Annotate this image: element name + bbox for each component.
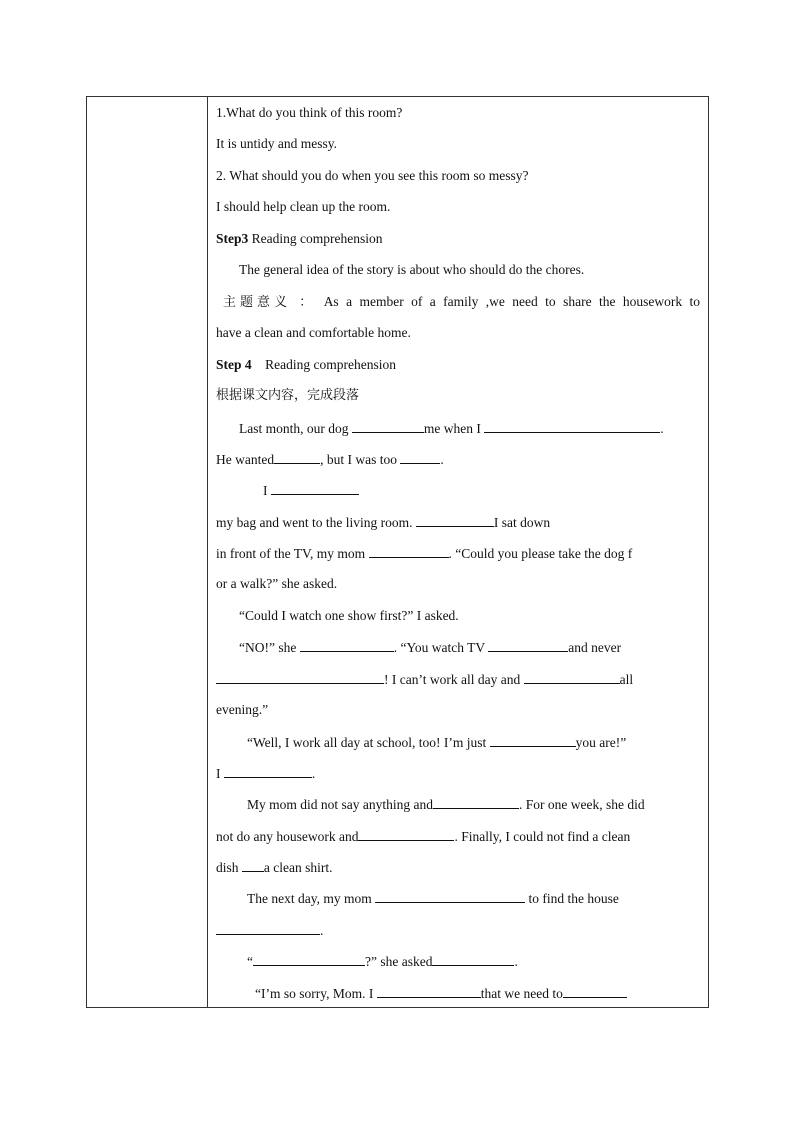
step3-label: Step3 xyxy=(216,231,249,246)
passage-line-9 xyxy=(216,670,700,689)
fill-blank[interactable] xyxy=(274,450,320,464)
passage-text: . xyxy=(660,421,664,436)
passage-text: not do any housework and xyxy=(216,829,359,844)
passage-text: you are!” xyxy=(575,735,627,750)
general-idea: The general idea of the story is about who should do the chores. xyxy=(239,262,585,277)
passage-text: my bag and went to the living room. xyxy=(216,515,416,530)
passage-text: ! I can’t work all day and xyxy=(384,672,524,687)
passage-line-1 xyxy=(239,419,700,438)
step3-text: Reading comprehension xyxy=(248,231,383,246)
passage-line-13 xyxy=(247,795,700,814)
passage-line-6: or a walk?” she asked. xyxy=(216,576,338,591)
fill-blank[interactable] xyxy=(484,419,660,433)
answer-1: It is untidy and messy. xyxy=(216,136,337,151)
passage-text: . For one week, she did xyxy=(519,797,645,812)
passage-line-19 xyxy=(255,984,700,1003)
step4-label: Step 4 xyxy=(216,357,252,372)
passage-text: a clean shirt. xyxy=(263,860,333,875)
fill-blank[interactable] xyxy=(432,952,514,966)
passage-text: to find the house xyxy=(525,891,619,906)
passage-text: . xyxy=(514,954,518,969)
theme-text: As a member of a family ,we need to share the housework to xyxy=(323,294,700,309)
passage-line-2 xyxy=(216,450,700,469)
passage-text: all xyxy=(619,672,634,687)
left-column-cell xyxy=(87,97,208,1007)
fill-blank[interactable] xyxy=(352,419,424,433)
passage-line-12 xyxy=(216,764,700,783)
content-cell xyxy=(209,97,708,1007)
question-2: 2. What should you do when you see this room so messy? xyxy=(216,168,529,183)
instruction-text: 根据课文内容，完成段落 xyxy=(216,388,360,403)
passage-text: me when I xyxy=(423,421,485,436)
passage-text: ?” she asked xyxy=(365,954,433,969)
passage-line-17 xyxy=(216,921,700,940)
passage-text: He wanted xyxy=(216,452,275,467)
fill-blank[interactable] xyxy=(358,827,454,841)
fill-blank[interactable] xyxy=(300,638,394,652)
fill-blank[interactable] xyxy=(242,858,264,872)
fill-blank[interactable] xyxy=(375,889,525,903)
fill-blank[interactable] xyxy=(224,764,312,778)
step4-text: Reading comprehension xyxy=(265,357,396,372)
passage-text: Last month, our dog xyxy=(239,421,352,436)
passage-text: “Well, I work all day at school, too! I’m just xyxy=(247,735,490,750)
question-1: 1.What do you think of this room? xyxy=(216,105,403,120)
passage-text: “NO!” she xyxy=(239,640,300,655)
fill-blank[interactable] xyxy=(377,984,481,998)
fill-blank[interactable] xyxy=(433,795,519,809)
fill-blank[interactable] xyxy=(216,670,384,684)
passage-text: in front of the TV, my mom xyxy=(216,546,369,561)
worksheet-table xyxy=(86,96,709,1008)
passage-text: I sat down xyxy=(493,515,551,530)
passage-text: . xyxy=(440,452,444,467)
theme-label: 主题意义 ： xyxy=(223,295,317,310)
passage-line-7: “Could I watch one show first?” I asked. xyxy=(239,608,459,623)
passage-text: “I’m so sorry, Mom. I xyxy=(255,986,377,1001)
passage-text: My mom did not say anything and xyxy=(247,797,433,812)
passage-line-16 xyxy=(247,889,700,908)
passage-line-10: evening.” xyxy=(216,702,269,717)
passage-text: . “Could you please take the dog f xyxy=(448,546,633,561)
fill-blank[interactable] xyxy=(563,984,627,998)
passage-line-14 xyxy=(216,827,700,846)
passage-text: The next day, my mom xyxy=(247,891,376,906)
passage-line-3 xyxy=(263,481,700,500)
fill-blank[interactable] xyxy=(369,544,449,558)
passage-line-15 xyxy=(216,858,700,877)
passage-text: I xyxy=(263,483,271,498)
fill-blank[interactable] xyxy=(490,733,576,747)
theme-line xyxy=(223,293,700,312)
passage-line-8 xyxy=(239,638,700,657)
passage-text: and never xyxy=(568,640,622,655)
passage-text: I xyxy=(216,766,224,781)
passage-text: that we need to xyxy=(480,986,563,1001)
fill-blank[interactable] xyxy=(271,481,359,495)
passage-line-5 xyxy=(216,544,700,563)
passage-text: “ xyxy=(247,954,253,969)
step4-heading xyxy=(216,356,700,374)
passage-text: . Finally, I could not find a clean xyxy=(454,829,631,844)
answer-2: I should help clean up the room. xyxy=(216,199,391,214)
passage-text: . xyxy=(311,766,316,781)
fill-blank[interactable] xyxy=(253,952,365,966)
passage-line-11 xyxy=(247,733,700,752)
fill-blank[interactable] xyxy=(216,921,320,935)
passage-line-18 xyxy=(247,952,700,971)
passage-text: , but I was too xyxy=(320,452,401,467)
fill-blank[interactable] xyxy=(524,670,620,684)
passage-text: dish xyxy=(216,860,242,875)
theme-text-continued: have a clean and comfortable home. xyxy=(216,325,411,340)
passage-text: . xyxy=(320,923,324,938)
fill-blank[interactable] xyxy=(400,450,440,464)
fill-blank[interactable] xyxy=(488,638,568,652)
passage-line-4 xyxy=(216,513,700,532)
step3-heading xyxy=(216,230,700,248)
passage-text: . “You watch TV xyxy=(393,640,489,655)
fill-blank[interactable] xyxy=(416,513,494,527)
